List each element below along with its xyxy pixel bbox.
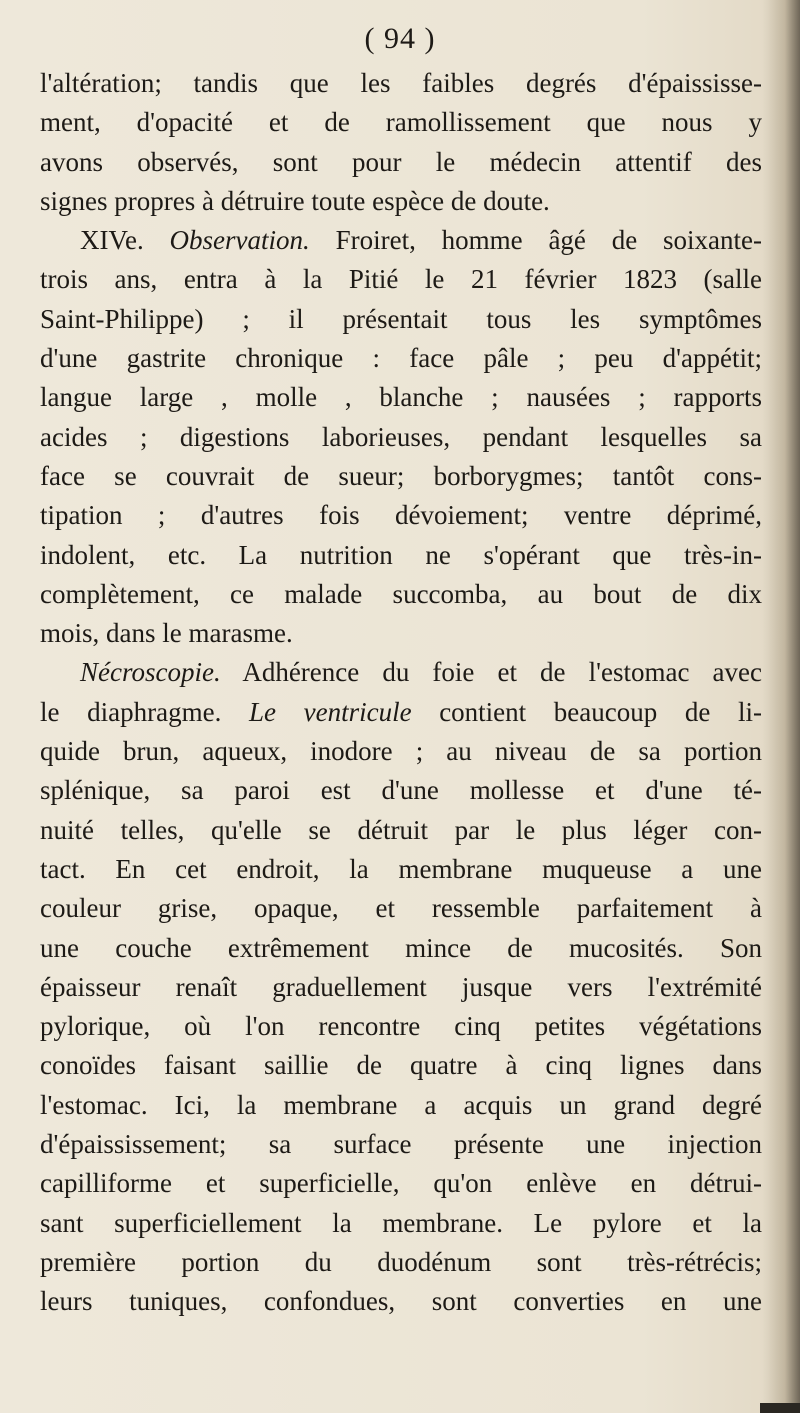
text-line: avons observés, sont pour le médecin attentif des: [40, 146, 762, 177]
line-rest: Froiret, homme âgé de soixante-: [309, 225, 762, 256]
page-edge-shadow: [762, 0, 800, 1413]
text-line: [40, 221, 762, 260]
text-line: leurs tuniques, confondues, sont converties en une: [40, 1286, 762, 1317]
text-line: face se couvrait de sueur; borborygmes; tantôt cons-: [40, 460, 762, 491]
body-text: [40, 64, 762, 1322]
text-line: [40, 653, 762, 692]
text-line: une couche extrêmement mince de mucosités. Son: [40, 932, 762, 963]
line-rest: contient beaucoup de li-: [411, 696, 763, 727]
text-line: mois, dans le marasme.: [40, 618, 293, 649]
text-line: Saint-Philippe) ; il présentait tous les symptômes: [40, 303, 762, 334]
text-line: signes propres à détruire toute espèce de doute.: [40, 185, 550, 216]
italic-heading: Observation.: [169, 225, 310, 256]
text-line: pylorique, où l'on rencontre cinq petites végétations: [40, 1011, 762, 1042]
text-line: capilliforme et superficielle, qu'on enlève en détrui-: [40, 1168, 762, 1199]
text-line: épaisseur renaît graduellement jusque vers l'extrémité: [40, 971, 762, 1002]
text-line: couleur grise, opaque, et ressemble parfaitement à: [40, 893, 762, 924]
text-line: tact. En cet endroit, la membrane muqueuse a une: [40, 853, 762, 884]
italic-heading: Nécroscopie.: [80, 657, 221, 688]
text-line: splénique, sa paroi est d'une mollesse et d'une té-: [40, 775, 762, 806]
text-line: sant superficiellement la membrane. Le pylore et la: [40, 1207, 762, 1238]
text-line: l'estomac. Ici, la membrane a acquis un grand degré: [40, 1089, 762, 1120]
text-line: l'altération; tandis que les faibles degrés d'épaississe-: [40, 68, 762, 98]
text-line: trois ans, entra à la Pitié le 21 février 1823 (salle: [40, 264, 762, 295]
line-rest: Adhérence du foie et de l'estomac avec: [220, 657, 762, 688]
page-number: ( 94 ): [364, 22, 436, 55]
text-line: acides ; digestions laborieuses, pendant lesquelles sa: [40, 421, 762, 452]
text-line: d'épaississement; sa surface présente une injection: [40, 1129, 762, 1160]
page-edge-corner: [760, 1403, 800, 1413]
italic-heading: Le ventricule: [248, 696, 412, 727]
text-line: nuité telles, qu'elle se détruit par le plus léger con-: [40, 814, 762, 845]
text-line: ment, d'opacité et de ramollissement que nous y: [40, 107, 762, 138]
text-line: complètement, ce malade succomba, au bout de dix: [40, 578, 762, 609]
text-line: quide brun, aqueux, inodore ; au niveau de sa portion: [40, 736, 762, 767]
text-line: d'une gastrite chronique : face pâle ; peu d'appétit;: [40, 343, 762, 374]
text-line: [40, 693, 762, 732]
text-line: conoïdes faisant saillie de quatre à cinq lignes dans: [40, 1050, 762, 1081]
text-line: première portion du duodénum sont très-rétrécis;: [40, 1246, 762, 1277]
text-line: langue large , molle , blanche ; nausées ; rapports: [40, 382, 762, 413]
line-lead: XIVe.: [80, 225, 170, 256]
text-line: indolent, etc. La nutrition ne s'opérant que très-in-: [40, 539, 762, 570]
line-lead: le diaphragme.: [40, 696, 249, 727]
text-line: tipation ; d'autres fois dévoiement; ventre déprimé,: [40, 500, 762, 531]
